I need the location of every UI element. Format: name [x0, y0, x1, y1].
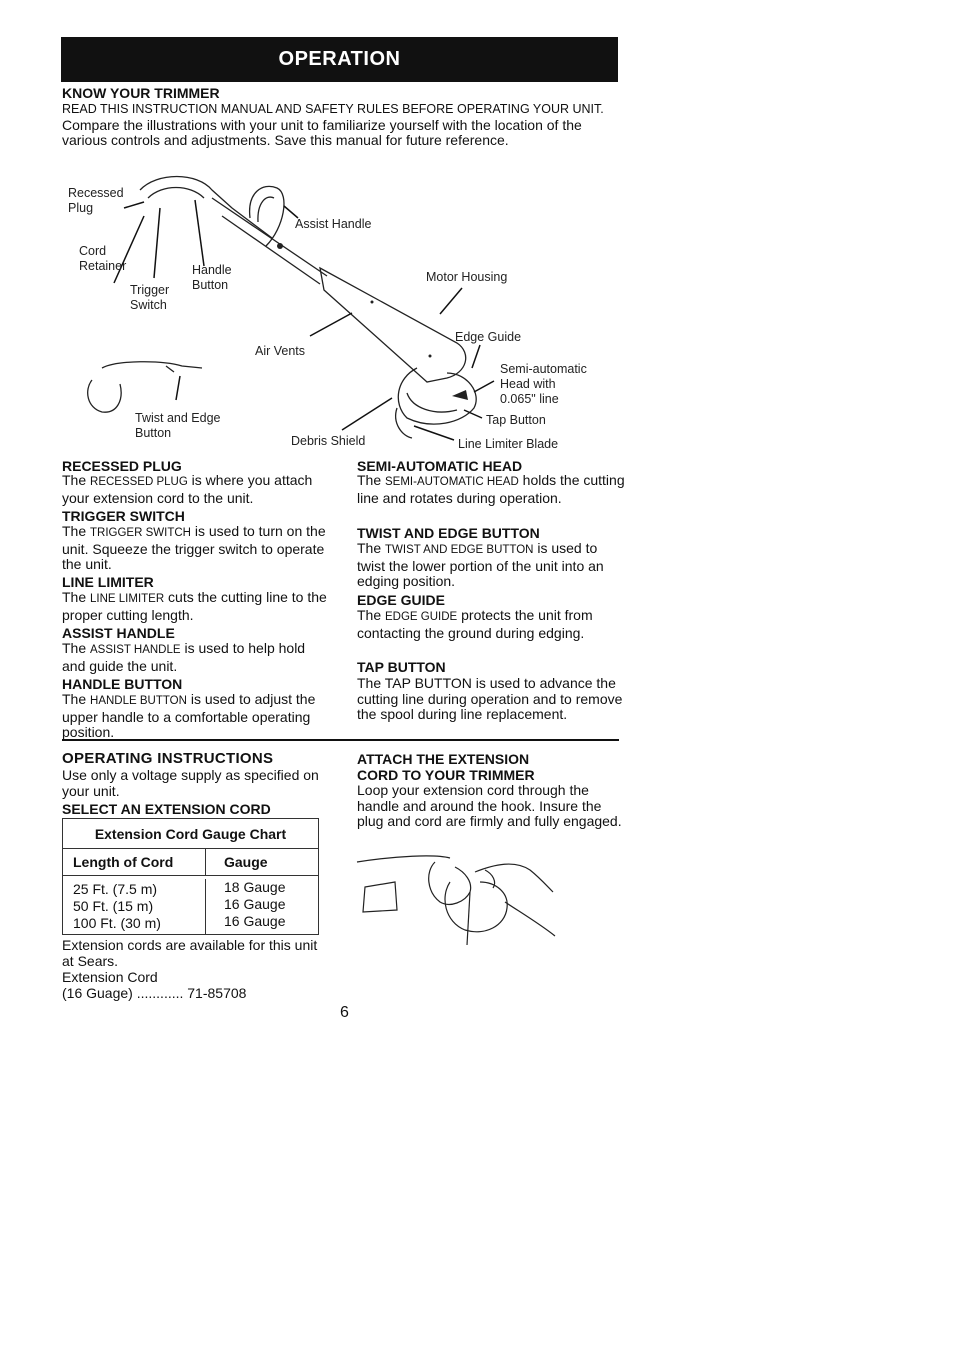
trigger-switch-text: The TRIGGER SWITCH is used to turn on the unit. Squeeze the trigger switch to operate the unit. [62, 523, 326, 573]
gauge-column [206, 879, 286, 935]
label-line-limiter-blade: Line Limiter Blade [458, 437, 559, 451]
length-column [63, 879, 206, 935]
label-cord-retainer: Cord Retainer [79, 244, 127, 273]
know-body: Compare the illustrations with your unit to familiarize yourself with the location of the various controls and adjustments. Save this manual for future reference. [62, 116, 582, 149]
label-air-vents: Air Vents [255, 344, 306, 358]
label-tap-button: Tap Button [486, 413, 546, 427]
line-limiter-text: The LINE LIMITER cuts the cutting line to the proper cutting length. [62, 589, 327, 623]
edge-guide-title: EDGE GUIDE [357, 592, 445, 608]
attach-title-2: CORD TO YOUR TRIMMER [357, 767, 535, 783]
label-twist-edge-button: Twist and Edge Button [135, 411, 221, 440]
handle-button-text: The HANDLE BUTTON is used to adjust the upper handle to a comfortable operating position. [62, 691, 316, 741]
twist-edge-title: TWIST AND EDGE BUTTON [357, 525, 540, 541]
label-edge-guide: Edge Guide [455, 330, 522, 344]
header-length: Length of Cord [63, 849, 206, 875]
label-debris-shield: Debris Shield [291, 434, 366, 448]
cord-attach-illustration [355, 852, 560, 947]
gauge-chart-title: Extension Cord Gauge Chart [63, 819, 318, 849]
tap-button-title: TAP BUTTON [357, 659, 446, 675]
table-cell: 16 Gauge [224, 896, 286, 912]
edge-guide-text: The EDGE GUIDE protects the unit from contacting the ground during edging. [357, 607, 593, 641]
know-lead: READ THIS INSTRUCTION MANUAL AND SAFETY RULES BEFORE OPERATING YOUR UNIT. [62, 102, 604, 116]
semi-auto-head-title: SEMI-AUTOMATIC HEAD [357, 458, 523, 474]
attach-text: Loop your extension cord through the handle and around the hook. Insure the plug and cord are firmly and fully engaged. [357, 782, 622, 830]
page-number: 6 [340, 1004, 349, 1021]
know-text [62, 101, 622, 149]
know-title: KNOW YOUR TRIMMER [62, 85, 220, 101]
section-divider [62, 739, 619, 741]
cord-part-number: (16 Guage) ............ 71-85708 [62, 985, 247, 1001]
line-limiter-title: LINE LIMITER [62, 574, 154, 590]
label-trigger-switch: Trigger Switch [130, 283, 170, 312]
label-motor-housing: Motor Housing [426, 270, 508, 284]
label-handle-button: Handle Button [192, 263, 232, 292]
select-cord-title: SELECT AN EXTENSION CORD [62, 801, 271, 817]
cord-label: Extension Cord [62, 969, 158, 985]
gauge-chart [62, 818, 319, 935]
gauge-chart-body [63, 876, 318, 935]
twist-edge-text: The TWIST AND EDGE BUTTON is used to twist the lower portion of the unit into an edging position. [357, 540, 604, 590]
table-cell: 16 Gauge [224, 913, 286, 929]
trigger-switch-title: TRIGGER SWITCH [62, 508, 185, 524]
attach-title-1: ATTACH THE EXTENSION [357, 751, 530, 767]
label-assist-handle: Assist Handle [295, 217, 372, 231]
table-cell: 25 Ft. (7.5 m) [73, 881, 158, 897]
recessed-plug-text: The RECESSED PLUG is where you attach your extension cord to the unit. [62, 472, 313, 506]
recessed-plug-title: RECESSED PLUG [62, 458, 182, 474]
operating-title: OPERATING INSTRUCTIONS [62, 750, 274, 767]
table-cell: 18 Gauge [224, 879, 286, 895]
section-banner: OPERATION [61, 37, 618, 82]
table-cell: 50 Ft. (15 m) [73, 898, 154, 914]
header-gauge: Gauge [224, 854, 268, 870]
cords-available-text: Extension cords are available for this unit at Sears. [62, 937, 318, 969]
label-recessed-plug: Recessed Plug [68, 186, 124, 215]
assist-handle-text: The ASSIST HANDLE is used to help hold and guide the unit. [62, 640, 306, 674]
semi-auto-head-text: The SEMI-AUTOMATIC HEAD holds the cutting line and rotates during operation. [357, 472, 625, 506]
tap-button-text: The TAP BUTTON is used to advance the cutting line during operation and to remove the spool during line replacement. [357, 675, 623, 723]
trimmer-diagram [62, 168, 622, 460]
assist-handle-title: ASSIST HANDLE [62, 625, 175, 641]
operating-text: Use only a voltage supply as specified on your unit. [62, 767, 319, 799]
gauge-chart-header [63, 849, 318, 876]
label-semi-automatic-head: Semi-automatic Head with 0.065" line [500, 362, 587, 406]
handle-button-title: HANDLE BUTTON [62, 676, 183, 692]
table-cell: 100 Ft. (30 m) [73, 915, 161, 931]
